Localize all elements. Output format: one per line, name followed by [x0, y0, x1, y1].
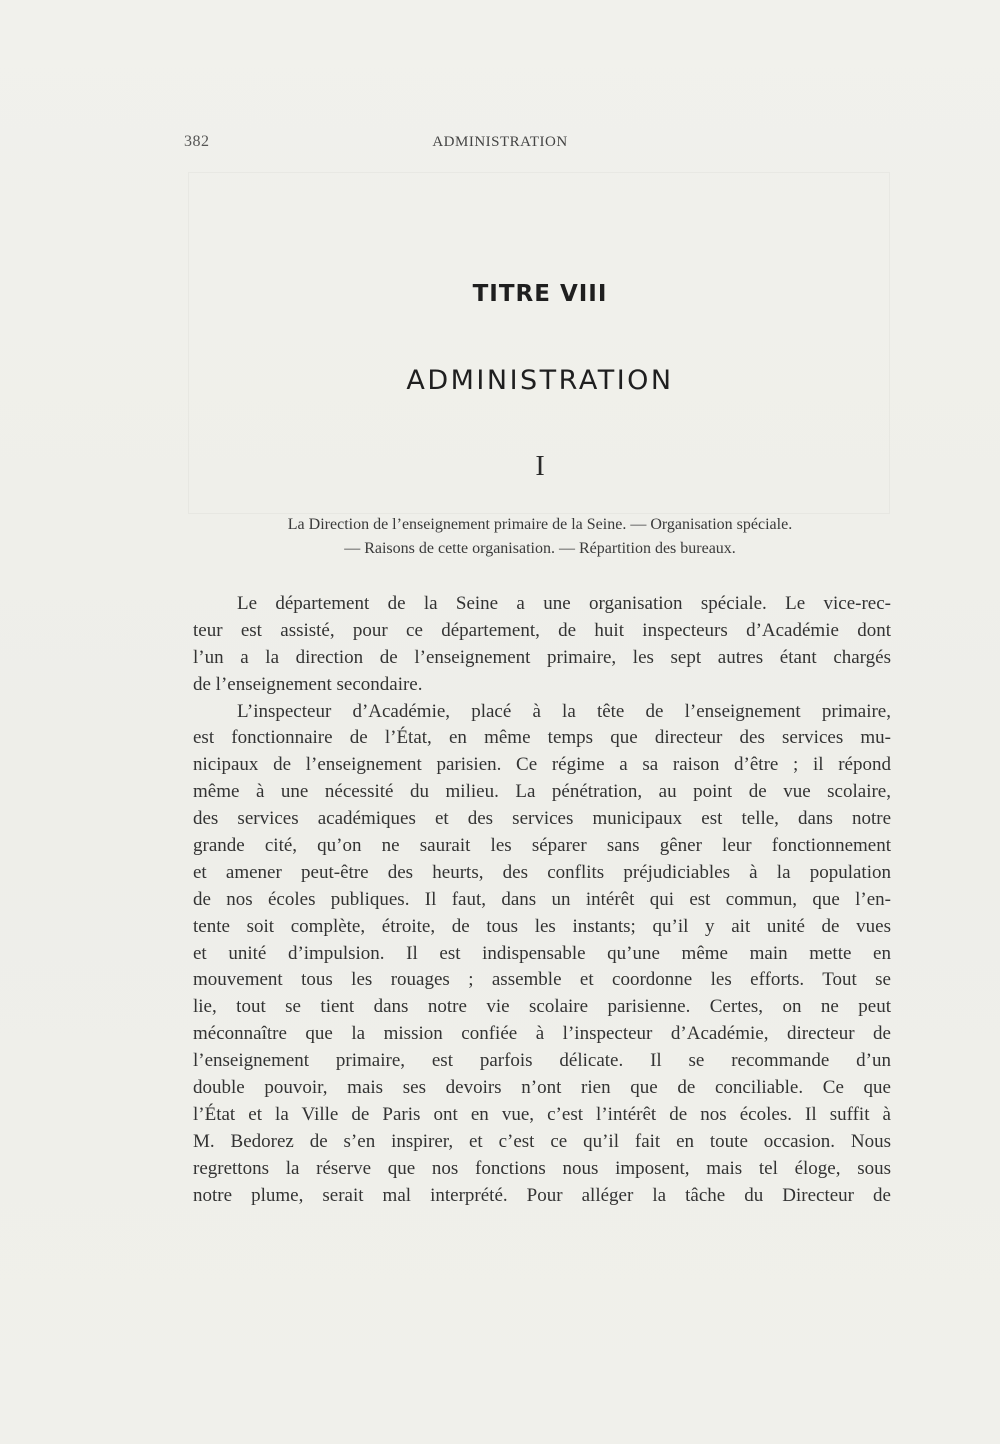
paragraph-line: mouvement tous les rouages ; assemble et coordonne les efforts. Tout se [193, 969, 891, 991]
paragraph-line: et amener peut-être des heurts, des conflits préjudiciables à la population [193, 861, 891, 883]
paragraph-line: regrettons la réserve que nos fonctions nous imposent, mais tel éloge, sous [193, 1157, 891, 1179]
paragraph-line: L’inspecteur d’Académie, placé à la tête de l’enseignement primaire, [237, 700, 891, 722]
paragraph-line: Le département de la Seine a une organisation spéciale. Le vice-rec- [237, 593, 891, 614]
section-number: I [535, 451, 545, 482]
paragraph-line: notre plume, serait mal interprété. Pour alléger la tâche du Directeur de [193, 1184, 891, 1206]
summary-line: — Raisons de cette organisation. — Répartition des bureaux. [344, 540, 736, 557]
paragraph-line: lie, tout se tient dans notre vie scolaire parisienne. Certes, on ne peut [193, 996, 891, 1018]
paragraph-line: de nos écoles publiques. Il faut, dans un intérêt qui est commun, que l’en- [193, 888, 891, 910]
paragraph-line: l’un a la direction de l’enseignement primaire, les sept autres étant chargés [193, 646, 891, 668]
running-head: ADMINISTRATION [432, 134, 568, 150]
main-title: ADMINISTRATION [406, 365, 674, 396]
paragraph-line: méconnaître que la mission confiée à l’inspecteur d’Académie, directeur de [193, 1023, 891, 1045]
section-summary [200, 513, 880, 561]
body-text [193, 591, 891, 1209]
paragraph-line: nicipaux de l’enseignement parisien. Ce régime a sa raison d’être ; il répond [193, 754, 891, 776]
paragraph-line: même à une nécessité du milieu. La pénétration, au point de vue scolaire, [193, 781, 891, 803]
paragraph-line: des services académiques et des services municipaux est telle, dans notre [193, 808, 891, 830]
summary-line: La Direction de l’enseignement primaire de la Seine. — Organisation spéciale. [287, 516, 793, 533]
paragraph-line: grande cité, qu’on ne saurait les séparer sans gêner leur fonctionnement [193, 835, 891, 857]
paragraph-line: l’État et la Ville de Paris ont en vue, c’est l’intérêt de nos écoles. Il suffit à [193, 1103, 891, 1125]
paragraph-line: tente soit complète, étroite, de tous les instants; qu’il y ait unité de vues [193, 915, 891, 937]
paragraph-line: et unité d’impulsion. Il est indispensable qu’une même main mette en [193, 942, 891, 964]
paragraph-line: de l’enseignement secondaire. [193, 673, 423, 695]
paragraph-line: est fonctionnaire de l’État, en même temps que directeur des services mu- [193, 727, 891, 749]
paragraph-line: double pouvoir, mais ses devoirs n’ont rien que de conciliable. Ce que [193, 1077, 891, 1099]
paragraph-line: M. Bedorez de s’en inspirer, et c’est ce qu’il fait en toute occasion. Nous [193, 1130, 891, 1152]
page-number: 382 [184, 133, 210, 150]
title-titre: TITRE VIII [472, 281, 608, 307]
paragraph-line: l’enseignement primaire, est parfois délicate. Il se recommande d’un [193, 1050, 891, 1072]
paragraph-line: teur est assisté, pour ce département, de huit inspecteurs d’Académie dont [193, 619, 891, 641]
